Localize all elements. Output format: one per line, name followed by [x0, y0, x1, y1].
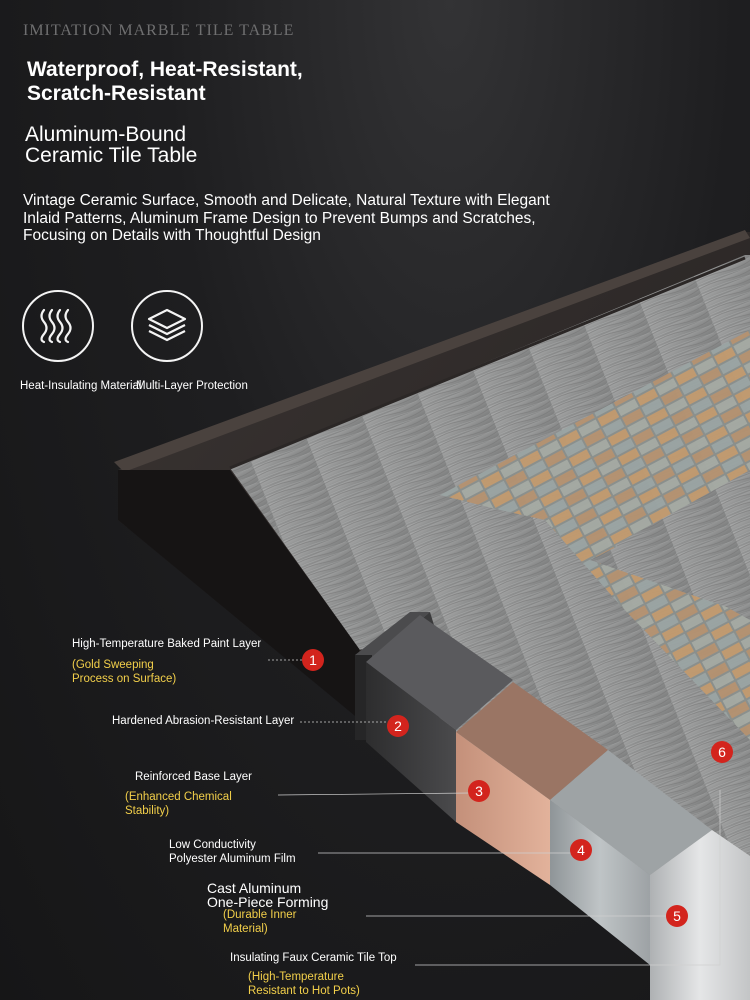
feature-label-heat: Heat-Insulating Material [20, 380, 142, 392]
brand-text: IMITATION MARBLE TILE TABLE [23, 22, 295, 39]
headline: Waterproof, Heat-Resistant, Scratch-Resistant [27, 58, 303, 105]
heat-waves-icon [22, 290, 94, 362]
layer-5-label: Cast Aluminum One-Piece Forming [207, 880, 329, 910]
layer-4-badge: 4 [570, 839, 592, 861]
layer-3-badge: 3 [468, 780, 490, 802]
layer-1-label: High-Temperature Baked Paint Layer [72, 638, 262, 650]
stacked-layers-icon [131, 290, 203, 362]
layer-3-note: (Enhanced Chemical Stability) [125, 791, 232, 817]
layer-6-note: (High-Temperature Resistant to Hot Pots) [248, 971, 360, 997]
layer-4-label: Low Conductivity Polyester Aluminum Film [169, 839, 296, 865]
product-title: Aluminum-Bound Ceramic Tile Table [25, 123, 198, 167]
feature-label-layers: Multi-Layer Protection [136, 380, 248, 392]
layer-1-note: (Gold Sweeping Process on Surface) [72, 659, 177, 685]
layer-5-badge: 5 [666, 905, 688, 927]
layer-6-badge: 6 [711, 741, 733, 763]
layer-6-label: Insulating Faux Ceramic Tile Top [230, 952, 397, 964]
layer-2-badge: 2 [387, 715, 409, 737]
layer-2-label: Hardened Abrasion-Resistant Layer [112, 715, 295, 727]
product-description: Vintage Ceramic Surface, Smooth and Delicate, Natural Texture with Elegant Inlaid Patterns, Aluminum Frame Design to Prevent Bumps and Scratches, Focusing on Details with Thoughtful Design [23, 192, 550, 244]
layer-3-label: Reinforced Base Layer [135, 771, 252, 783]
layer-1-badge: 1 [302, 649, 324, 671]
layer-5-note: (Durable Inner Material) [223, 909, 297, 935]
